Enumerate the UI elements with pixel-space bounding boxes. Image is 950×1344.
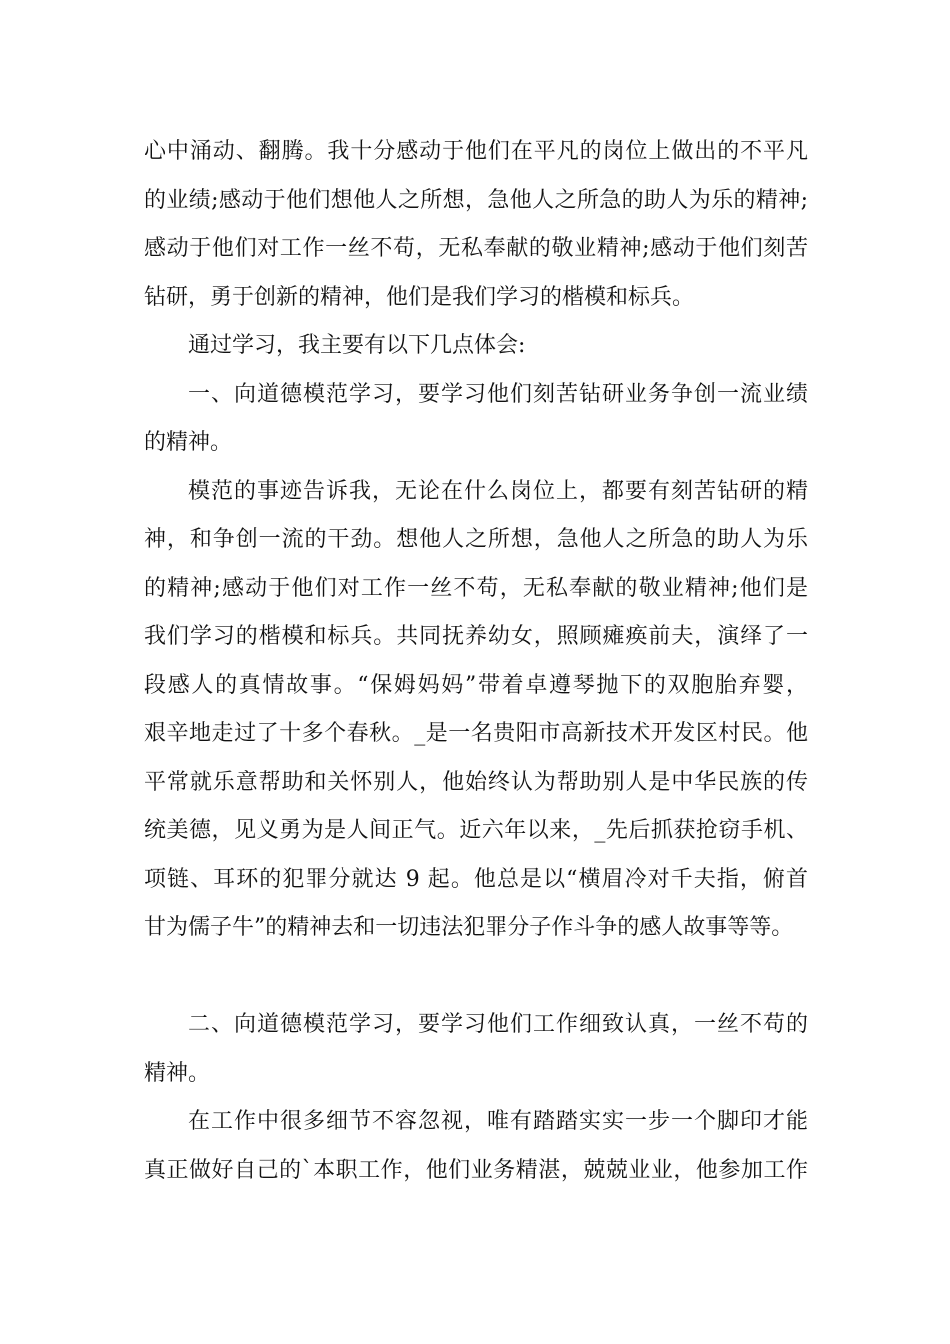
text-line: 艰辛地走过了十多个春秋。_是一名贵阳市高新技术开发区村民。他: [144, 721, 808, 746]
section-heading-line: 一、向道德模范学习，要学习他们刻苦钻研业务争创一流业绩: [188, 381, 808, 407]
text-line: 在工作中很多细节不容忽视，唯有踏踏实实一步一个脚印才能: [188, 1109, 808, 1134]
section-heading-line: 精神。: [144, 1060, 211, 1086]
text-line: 通过学习，我主要有以下几点体会:: [188, 333, 526, 358]
text-line: 模范的事迹告诉我，无论在什么岗位上，都要有刻苦钻研的精: [188, 478, 808, 504]
text-line: 钻研，勇于创新的精神，他们是我们学习的楷模和标兵。: [144, 284, 695, 310]
document-body: [144, 128, 808, 1195]
text-line: 项链、耳环的犯罪分就达 9 起。他总是以“横眉冷对千夫指，俯首: [144, 866, 808, 892]
section-heading-line: 的精神。: [144, 430, 233, 455]
text-line: 心中涌动、翻腾。我十分感动于他们在平凡的岗位上做出的不平凡: [144, 139, 808, 164]
text-line: 的业绩;感动于他们想他人之所想，急他人之所急的助人为乐的精神;: [144, 187, 808, 213]
text-line: 的精神;感动于他们对工作一丝不苟，无私奉献的敬业精神;他们是: [144, 575, 808, 601]
text-line: 统美德，见义勇为是人间正气。近六年以来，_先后抓获抢窃手机、: [144, 818, 808, 843]
text-line: 平常就乐意帮助和关怀别人，他始终认为帮助别人是中华民族的传: [144, 769, 808, 795]
text-line: 神，和争创一流的干劲。想他人之所想，急他人之所急的助人为乐: [144, 527, 808, 552]
text-line: 甘为儒子牛”的精神去和一切违法犯罪分子作斗争的感人故事等等。: [144, 915, 794, 940]
text-line: 我们学习的楷模和标兵。共同抚养幼女，照顾瘫痪前夫，演绎了一: [144, 624, 808, 649]
paragraph-gap: [144, 953, 808, 1002]
text-line: 感动于他们对工作一丝不苟，无私奉献的敬业精神;感动于他们刻苦: [144, 236, 808, 261]
section-heading-line: 二、向道德模范学习，要学习他们工作细致认真，一丝不苟的: [188, 1012, 808, 1037]
text-line: 真正做好自己的`本职工作，他们业务精湛，兢兢业业，他参加工作: [144, 1157, 808, 1183]
text-line: 段感人的真情故事。“保姆妈妈”带着卓遵琴抛下的双胞胎弃婴，: [144, 672, 808, 698]
